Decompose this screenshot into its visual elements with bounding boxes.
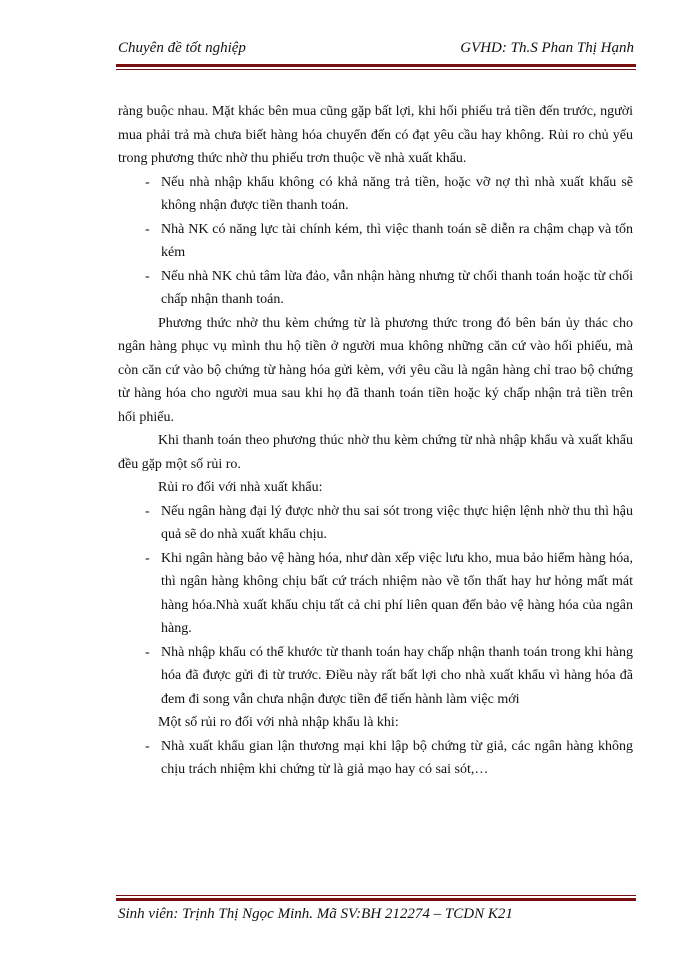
bullet-dash: -: [145, 738, 150, 754]
page-footer: Sinh viên: Trịnh Thị Ngọc Minh. Mã SV:BH 212274 – TCDN K21: [118, 906, 513, 922]
header-title: Chuyên đề tốt nghiệp: [118, 40, 246, 56]
header-rule-thin: [116, 69, 636, 70]
bullet-text: Khi ngân hàng bảo vệ hàng hóa, như dàn xếp việc lưu kho, mua bảo hiểm hàng hóa, thì ngân hàng không chịu bất cứ trách nhiệm nào về tổn thất hay hư hỏng mất mát hàng hóa.Nhà xuất khẩu chịu tất cả chi phí liên quan đến bảo vệ hàng hóa của ngân hàng.: [161, 550, 633, 636]
bullet-dash: -: [145, 174, 150, 190]
footer-rule-thick: [116, 898, 636, 901]
bullet-text: Nhà nhập khẩu có thể khước từ thanh toán hay chấp nhận thanh toán trong khi hàng hóa đã được gửi đi từ trước. Điều này rất bất lợi cho nhà xuất khẩu vì hàng hóa đã đem đi song vẫn chưa nhận được tiền để tiến hành làm việc mới: [161, 644, 633, 707]
footer-rule-thin: [116, 895, 636, 896]
paragraph: Khi thanh toán theo phương thúc nhờ thu kèm chứng từ nhà nhập khẩu và xuất khẩu đều gặp một số rủi ro.: [118, 433, 633, 472]
bullet-text: Nhà xuất khẩu gian lận thương mại khi lập bộ chứng từ giả, các ngân hàng không chịu trách nhiệm khi chứng từ là giả mạo hay có sai sót,…: [161, 738, 633, 777]
bullet-text: Nhà NK có năng lực tài chính kém, thì việc thanh toán sẽ diễn ra chậm chạp và tốn kém: [161, 221, 633, 260]
bullet-item: [118, 171, 633, 218]
bullet-item: [118, 265, 633, 312]
bullet-item: [118, 218, 633, 265]
bullet-item: [118, 735, 633, 782]
bullet-dash: -: [145, 644, 150, 660]
bullet-item: [118, 500, 633, 547]
page-header: [118, 40, 634, 62]
bullet-text: Nếu ngân hàng đại lý được nhờ thu sai sót trong việc thực hiện lệnh nhờ thu thì hậu quả sẽ do nhà xuất khẩu chịu.: [161, 503, 633, 542]
paragraph-continuation: ràng buộc nhau. Mặt khác bên mua cũng gặp bất lợi, khi hối phiếu trả tiền đến trước, người mua phải trả mà chưa biết hàng hóa chuyển đến có đạt yêu cầu hay không. Rủi ro chủ yếu trong phương thức nhờ thu phiếu trơn thuộc về nhà xuất khẩu.: [118, 104, 633, 166]
bullet-dash: -: [145, 550, 150, 566]
header-advisor: GVHD: Th.S Phan Thị Hạnh: [460, 40, 634, 56]
bullet-text: Nếu nhà nhập khẩu không có khả năng trả tiền, hoặc vỡ nợ thì nhà xuất khẩu sẽ không nhận được tiền thanh toán.: [161, 174, 633, 213]
paragraph-subheading: Rủi ro đối với nhà xuất khẩu:: [158, 480, 323, 495]
bullet-item: [118, 547, 633, 641]
paragraph-subheading: Một số rủi ro đối với nhà nhập khẩu là khi:: [158, 715, 399, 730]
bullet-dash: -: [145, 503, 150, 519]
paragraph: Phương thức nhờ thu kèm chứng từ là phương thức trong đó bên bán ủy thác cho ngân hàng phục vụ mình thu hộ tiền ở người mua không những căn cứ vào hối phiếu, mà còn căn cứ vào bộ chứng từ hàng hóa gửi kèm, với yêu cầu là ngân hàng chỉ trao bộ chứng từ hàng hóa cho người mua sau khi họ đã thanh toán tiền hoặc ký chấp nhận trả tiền trên hối phiếu.: [118, 315, 633, 425]
bullet-dash: -: [145, 268, 150, 284]
bullet-item: [118, 641, 633, 712]
bullet-dash: -: [145, 221, 150, 237]
page-content: [118, 100, 633, 782]
bullet-text: Nếu nhà NK chủ tâm lừa đảo, vẫn nhận hàng nhưng từ chối thanh toán hoặc từ chối chấp nhận thanh toán.: [161, 268, 633, 307]
header-rule-thick: [116, 64, 636, 67]
